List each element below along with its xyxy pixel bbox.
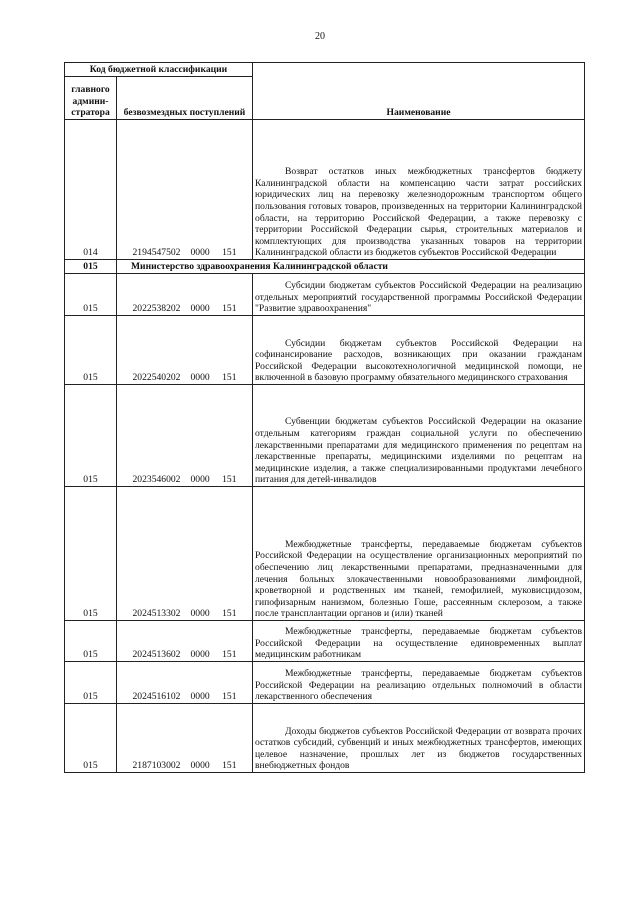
receipt-code: 2024513302 0000 151: [117, 487, 253, 621]
admin-code: 015: [65, 487, 117, 621]
admin-code: 015: [65, 704, 117, 773]
admin-code: 015: [65, 385, 117, 487]
admin-code: 015: [65, 621, 117, 662]
table-row: [65, 274, 585, 316]
row-name: Возврат остатков иных межбюджетных трансфертов бюджету Калининградской области на компенсацию части затрат российских юридических лиц на перевозку железнодорожным транспортом общего пользования готовых товаров, произведенных на территории Калининградской области, на территорию Российской Федерации, а также перевозку с территории Российской Федерации сырья, строительных материалов и комплектующих для производства указанных товаров на территории Калининградской области из бюджетов субъектов Российской Федерации: [253, 120, 585, 260]
receipt-code: 2024513602 0000 151: [117, 621, 253, 662]
receipt-code: 2194547502 0000 151: [117, 120, 253, 260]
admin-code: 015: [65, 260, 117, 274]
receipt-code: 2024516102 0000 151: [117, 662, 253, 704]
header-receipts: безвозмездных поступлений: [117, 77, 253, 120]
admin-code: 014: [65, 120, 117, 260]
receipt-code: 2187103002 0000 151: [117, 704, 253, 773]
admin-code: 015: [65, 662, 117, 704]
admin-code: 015: [65, 316, 117, 385]
row-name: Субсидии бюджетам субъектов Российской Федерации на софинансирование расходов, возникающих при оказании гражданам Российской Федерации высокотехнологичной медицинской помощи, не включенной в базовую программу обязательного медицинского страхования: [253, 316, 585, 385]
table-row: [65, 120, 585, 260]
receipt-code: 2023546002 0000 151: [117, 385, 253, 487]
header-name: Наименование: [253, 63, 585, 120]
table-row: [65, 704, 585, 773]
admin-code: 015: [65, 274, 117, 316]
ministry-row: [65, 260, 585, 274]
table-row: [65, 316, 585, 385]
table-row: [65, 487, 585, 621]
header-admin: главного админи-стратора: [65, 77, 117, 120]
row-name: Межбюджетные трансферты, передаваемые бюджетам субъектов Российской Федерации на реализацию отдельных полномочий в области лекарственного обеспечения: [253, 662, 585, 704]
budget-classification-table: [64, 62, 585, 773]
header-budget-code-group: Код бюджетной классификации: [65, 63, 253, 77]
row-name: Межбюджетные трансферты, передаваемые бюджетам субъектов Российской Федерации на осуществление организационных мероприятий по обеспечению лиц лекарственными препаратами, предназначенными для лечения больных злокачественными новообразованиями лимфоидной, кроветворной и родственных им тканей, гемофилией, муковисцидозом, гипофизарным нанизмом, болезнью Гоше, рассеянным склерозом, а также после трансплантации органов и (или) тканей: [253, 487, 585, 621]
row-name: Межбюджетные трансферты, передаваемые бюджетам субъектов Российской Федерации на осуществление единовременных выплат медицинским работникам: [253, 621, 585, 662]
receipt-code: 2022538202 0000 151: [117, 274, 253, 316]
receipt-code: 2022540202 0000 151: [117, 316, 253, 385]
row-name: Субсидии бюджетам субъектов Российской Федерации на реализацию отдельных мероприятий государственной программы Российской Федерации "Развитие здравоохранения": [253, 274, 585, 316]
ministry-name: Министерство здравоохранения Калининградской области: [117, 260, 585, 274]
row-name: Субвенции бюджетам субъектов Российской Федерации на оказание отдельным категориям граждан социальной услуги по обеспечению лекарственными препаратами для медицинского применения по рецептам на лекарственные препараты, медицинскими изделиями по рецептам на медицинские изделия, а также специализированными продуктами лечебного питания для детей-инвалидов: [253, 385, 585, 487]
table-row: [65, 662, 585, 704]
table-row: [65, 621, 585, 662]
row-name: Доходы бюджетов субъектов Российской Федерации от возврата прочих остатков субсидий, субвенций и иных межбюджетных трансфертов, имеющих целевое назначение, прошлых лет из бюджетов государственных внебюджетных фондов: [253, 704, 585, 773]
page-number: 20: [315, 31, 325, 42]
table-row: [65, 385, 585, 487]
